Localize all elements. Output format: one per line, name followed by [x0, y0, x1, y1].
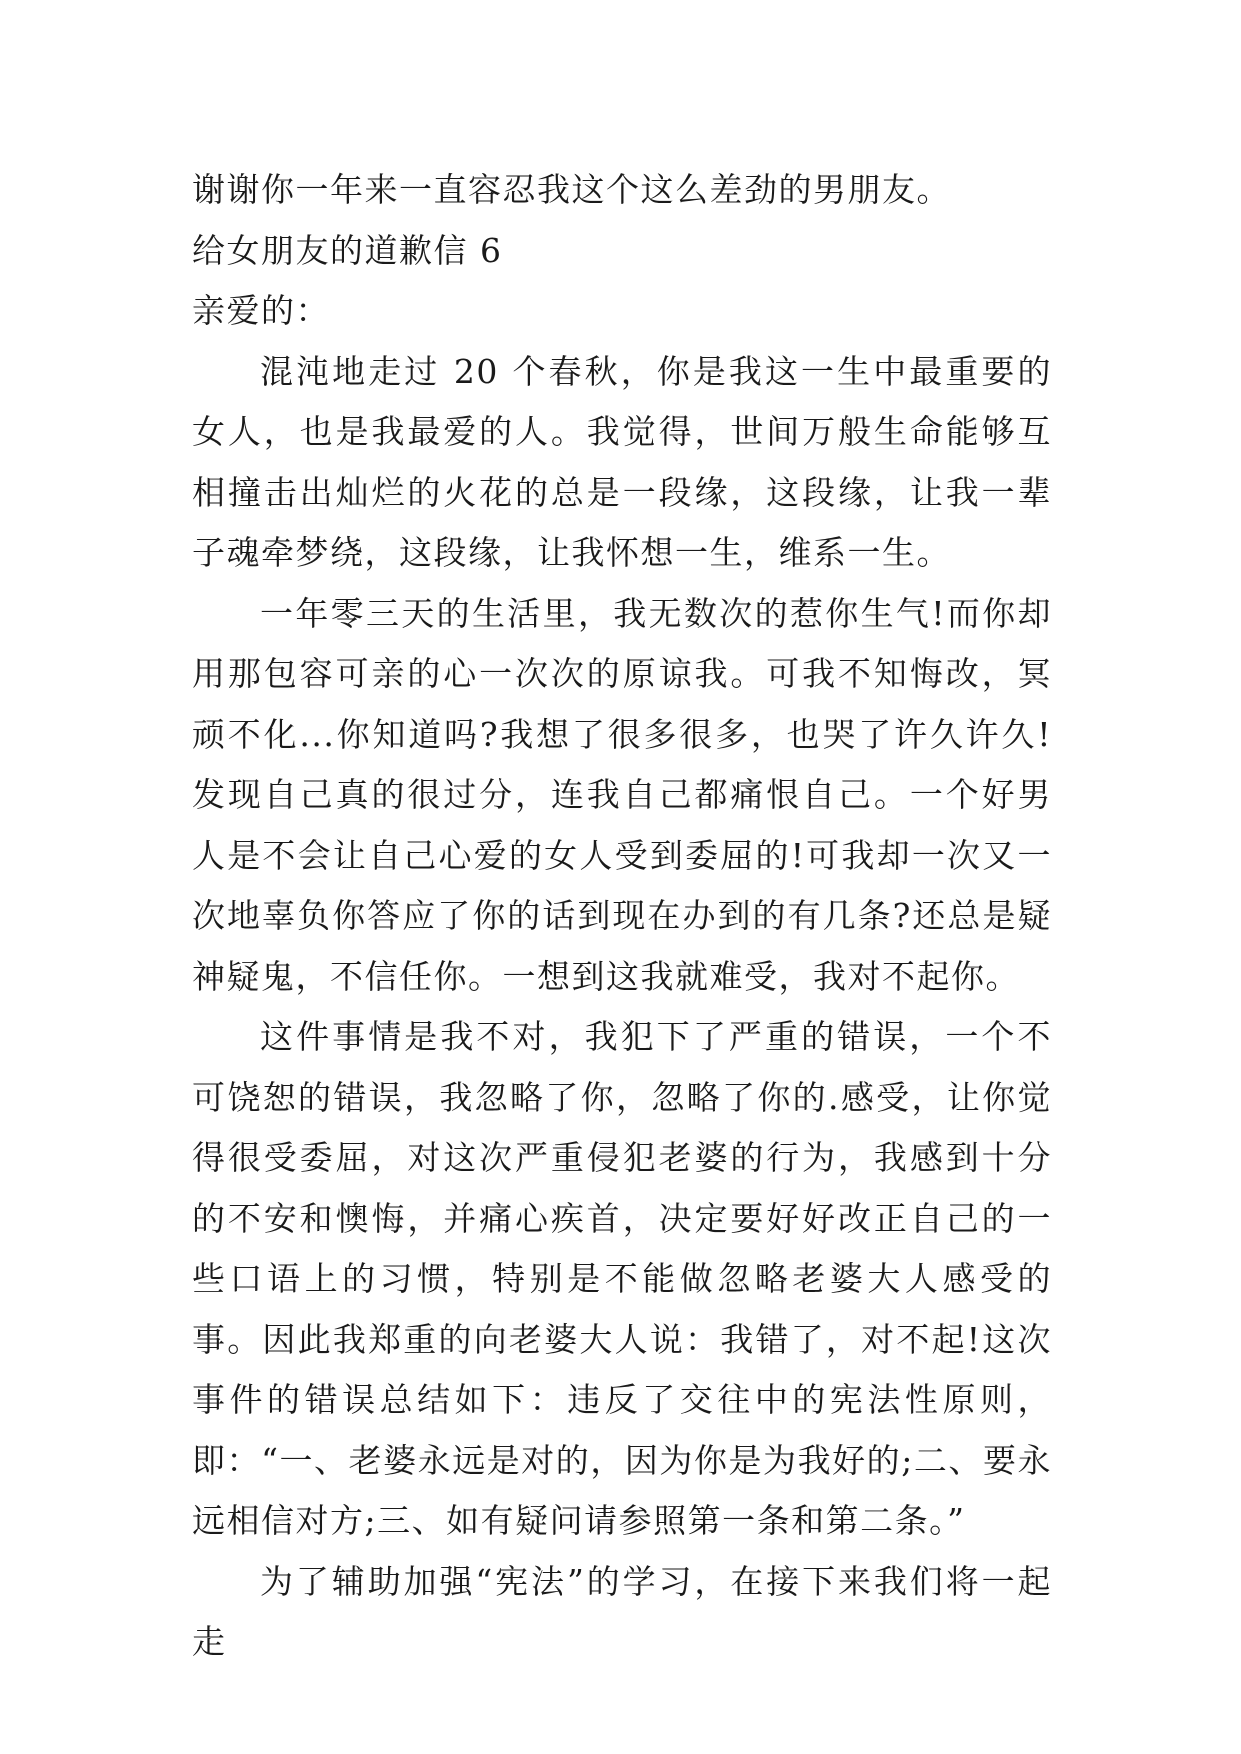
- letter-heading: 给女朋友的道歉信 6: [192, 230, 503, 270]
- paragraph-2: 一年零三天的生活里，我无数次的惹你生气!而你却用那包容可亲的心一次次的原谅我。可我不知悔改，冥顽不化...你知道吗?我想了很多很多，也哭了许久许久!发现自己真的很过分，连我自己都痛恨自己。一个好男人是不会让自己心爱的女人受到委屈的!可我却一次又一次地辜负你答应了你的话到现在办到的有几条?还总是疑神疑鬼，不信任你。一想到这我就难受，我对不起你。: [192, 593, 1052, 996]
- salutation: 亲爱的：: [192, 291, 330, 330]
- letter-body: [192, 160, 1052, 1673]
- paragraph-1: 混沌地走过 20 个春秋，你是我这一生中最重要的女人，也是我最爱的人。我觉得，世间万般生命能够互相撞击出灿烂的火花的总是一段缘，这段缘，让我一辈子魂牵梦绕，这段缘，让我怀想一生，维系一生。: [192, 351, 1052, 572]
- closing-line: 谢谢你一年来一直容忍我这个这么差劲的男朋友。: [192, 170, 951, 209]
- paragraph-4: 为了辅助加强“宪法”的学习，在接下来我们将一起走: [192, 1561, 1052, 1661]
- paragraph-3: 这件事情是我不对，我犯下了严重的错误，一个不可饶恕的错误，我忽略了你，忽略了你的.感受，让你觉得很受委屈，对这次严重侵犯老婆的行为，我感到十分的不安和懊悔，并痛心疾首，决定要好好改正自己的一些口语上的习惯，特别是不能做忽略老婆大人感受的事。因此我郑重的向老婆大人说：我错了，对不起!这次事件的错误总结如下：违反了交往中的宪法性原则，即：“一、老婆永远是对的，因为你是为我好的;二、要永远相信对方;三、如有疑问请参照第一条和第二条。”: [192, 1017, 1052, 1540]
